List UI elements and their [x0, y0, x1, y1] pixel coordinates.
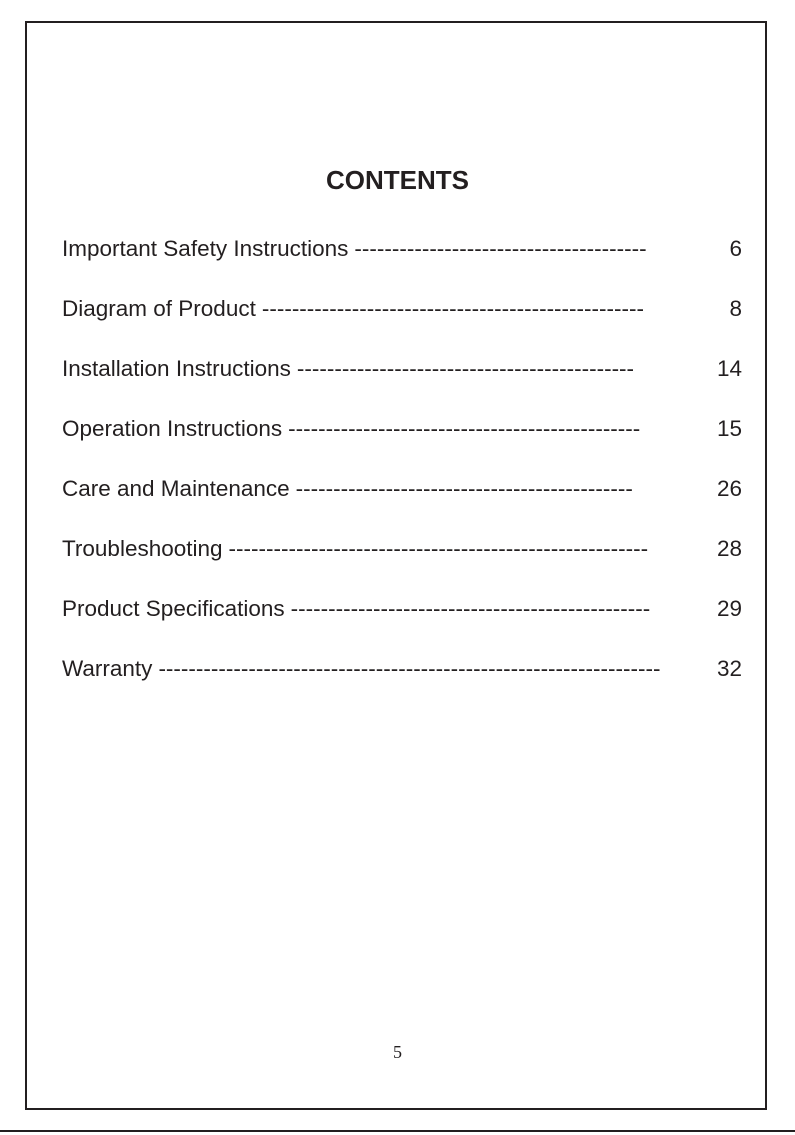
toc-entry-leader: ------------------------------------------------	[290, 596, 651, 621]
toc-entry-page: 26	[716, 476, 742, 501]
toc-entry-product-specifications[interactable]	[62, 593, 742, 653]
toc-entry-label: Care and Maintenance	[62, 476, 290, 501]
contents-title: CONTENTS	[326, 165, 469, 195]
toc-entry-leader: ---------------------------------------------	[296, 356, 635, 381]
toc-entry-leader: -----------------------------------------------	[288, 416, 641, 441]
bottom-rule	[0, 1130, 795, 1132]
toc-entry-label: Warranty	[62, 656, 153, 681]
toc-entry-page: 29	[716, 596, 742, 621]
toc-entry-troubleshooting[interactable]	[62, 533, 742, 593]
toc-entry-page: 8	[729, 296, 742, 321]
toc-entry-page: 15	[716, 416, 742, 441]
toc-entry-leader: ---------------------------------------------	[295, 476, 633, 501]
page-number: 5	[393, 1042, 402, 1062]
toc-entry-label: Troubleshooting	[62, 536, 223, 561]
toc-entry-care-and-maintenance[interactable]	[62, 473, 742, 533]
toc-entry-operation-instructions[interactable]	[62, 413, 742, 473]
toc-entry-label: Product Specifications	[62, 596, 285, 621]
toc-entry-page: 32	[716, 656, 742, 681]
toc-entry-page: 28	[716, 536, 742, 561]
toc-entry-leader: -------------------------------------------------------------------	[158, 656, 661, 681]
toc-entry-safety-instructions[interactable]	[62, 233, 742, 293]
toc-entry-leader: ---------------------------------------------------	[261, 296, 644, 321]
toc-entry-label: Diagram of Product	[62, 296, 256, 321]
toc-entry-page: 14	[716, 356, 742, 381]
toc-entry-warranty[interactable]	[62, 653, 742, 713]
toc-entry-page: 6	[729, 236, 742, 261]
toc-entry-diagram-of-product[interactable]	[62, 293, 742, 353]
toc-entry-leader: --------------------------------------------------------	[228, 536, 649, 561]
toc-entry-label: Installation Instructions	[62, 356, 291, 381]
toc-entry-label: Important Safety Instructions	[62, 236, 349, 261]
toc-entry-installation-instructions[interactable]	[62, 353, 742, 413]
table-of-contents	[62, 233, 742, 713]
toc-entry-leader: ---------------------------------------	[354, 236, 647, 261]
toc-entry-label: Operation Instructions	[62, 416, 283, 441]
